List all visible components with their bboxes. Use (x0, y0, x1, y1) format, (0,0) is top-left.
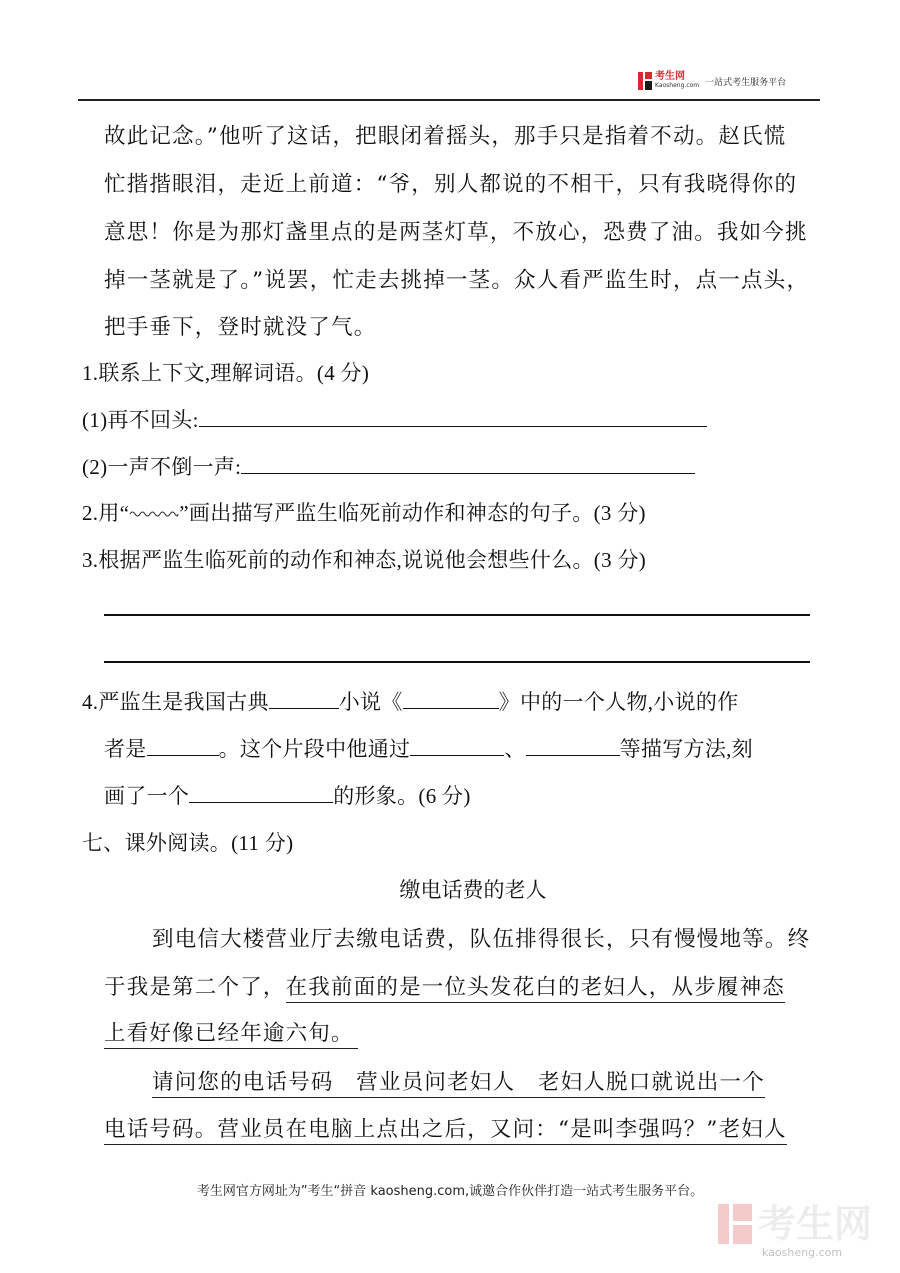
answer-blank[interactable] (199, 408, 707, 427)
answer-blank[interactable] (410, 737, 504, 756)
article-line-2 (104, 970, 785, 1001)
answer-blank[interactable] (403, 690, 499, 709)
question-4-text: 》中的一个人物,小说的作 (498, 690, 739, 714)
question-2-prefix: 2.用“ (82, 501, 130, 525)
answer-blank[interactable] (147, 737, 219, 756)
answer-blank[interactable] (526, 737, 620, 756)
logo-mark-icon (638, 72, 652, 90)
question-1-2-label: (2)一声不倒一声: (82, 455, 242, 479)
header-divider (78, 99, 820, 101)
article-line-5 (104, 1112, 787, 1143)
passage-line-1: 故此记念。”他听了这话，把眼闭着摇头，那手只是指着不动。赵氏慌 (104, 124, 787, 149)
underlined-sentence: 电话号码。营业员在电脑上点出之后，又问：“是叫李强吗？”老妇人 (104, 1117, 787, 1145)
article-line-3 (104, 1016, 358, 1047)
question-1: 1.联系上下文,理解词语。(4 分) (82, 361, 370, 385)
answer-line-1[interactable] (104, 614, 810, 616)
header-slogan: 一站式考生服务平台 (705, 77, 787, 88)
underlined-sentence: 请问您的电话号码 营业员问老妇人 老妇人脱口就说出一个 (152, 1070, 765, 1098)
question-4-text: 的形象。(6 分) (333, 784, 471, 808)
article-title: 缴电话费的老人 (399, 878, 547, 902)
watermark-mark-icon (718, 1204, 752, 1244)
passage-line-4: 掉一茎就是了。”说罢，忙走去挑掉一茎。众人看严监生时，点一点头， (104, 268, 810, 293)
question-4-text: 等描写方法,刻 (619, 737, 753, 761)
watermark-domain: kaosheng.com (762, 1246, 843, 1259)
underlined-sentence: 在我前面的是一位头发花白的老妇人，从步履神态 (286, 975, 785, 1003)
question-3: 3.根据严监生临死前的动作和神态,说说他会想些什么。(3 分) (82, 548, 647, 572)
question-4-text: 小说《 (338, 690, 403, 714)
watermark-text: 考生网 (758, 1202, 873, 1246)
article-line-1: 到电信大楼营业厅去缴电话费，队伍排得很长，只有慢慢地等。终 (152, 927, 811, 952)
question-1-2 (82, 451, 695, 481)
answer-blank[interactable] (189, 784, 333, 803)
passage-line-3: 意思！你是为那灯盏里点的是两茎灯草，不放心，恐费了油。我如今挑 (104, 220, 808, 245)
question-4-line-1 (82, 686, 739, 716)
question-1-1-label: (1)再不回头: (82, 408, 199, 432)
watermark-logo (718, 1204, 872, 1244)
logo-text: 考生网 (655, 71, 685, 82)
question-4-text: 、 (504, 737, 526, 761)
question-4-text: 者是 (104, 737, 147, 761)
article-text: 于我是第二个了， (104, 975, 286, 1000)
question-4-text: 画了一个 (104, 784, 190, 808)
question-4-text: 。这个片段中他通过 (218, 737, 411, 761)
question-2-text: ”画出描写严监生临死前动作和神态的句子。(3 分) (179, 501, 646, 525)
question-1-1 (82, 404, 707, 434)
answer-line-2[interactable] (104, 661, 810, 663)
underlined-sentence: 上看好像已经年逾六旬。 (104, 1021, 358, 1049)
passage-line-2: 忙揩揩眼泪，走近上前道：“爷，别人都说的不相干，只有我晓得你的 (104, 172, 798, 197)
section-7-heading: 七、课外阅读。(11 分) (82, 831, 294, 855)
question-4-line-2 (104, 733, 753, 763)
answer-blank[interactable] (269, 690, 339, 709)
logo-domain: Kaosheng.com (655, 82, 700, 89)
answer-blank[interactable] (241, 455, 695, 474)
question-4-text: 4.严监生是我国古典 (82, 690, 269, 714)
wavy-underline-icon (129, 508, 179, 518)
question-4-line-3 (104, 780, 471, 810)
question-2 (82, 497, 646, 527)
site-logo (638, 70, 786, 92)
article-line-4 (152, 1065, 765, 1096)
footer-note: 考生网官方网址为”考生“拼音 kaosheng.com,诚邀合作伙伴打造一站式考生服务平台。 (196, 1184, 704, 1199)
passage-line-5: 把手垂下，登时就没了气。 (104, 315, 377, 340)
